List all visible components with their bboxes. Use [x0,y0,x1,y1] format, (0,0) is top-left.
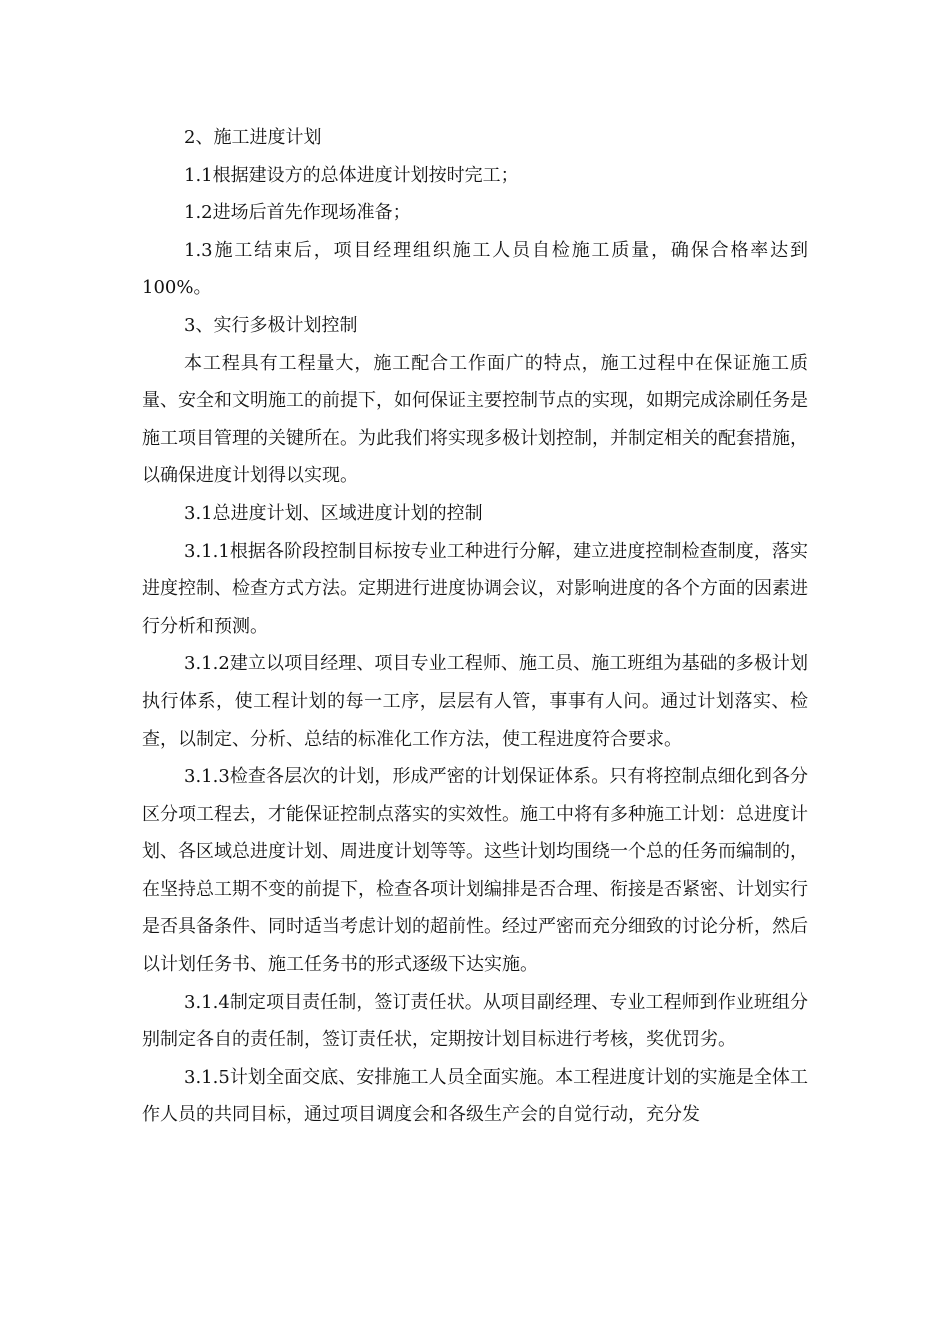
paragraph-3-1-2: 3.1.2建立以项目经理、项目专业工程师、施工员、施工班组为基础的多极计划执行体系，使工程计划的每一工序，层层有人管，事事有人问。通过计划落实、检查，以制定、分析、总结的标准化工作方法，使工程进度符合要求。 [142,653,808,750]
paragraph-project-intro: 本工程具有工程量大，施工配合工作面广的特点，施工过程中在保证施工质量、安全和文明施工的前提下，如何保证主要控制节点的实现，如期完成涂刷任务是施工项目管理的关键所在。为此我们将实现多极计划控制，并制定相关的配套措施，以确保进度计划得以实现。 [142,352,808,487]
paragraph-3-1-4: 3.1.4制定项目责任制，签订责任状。从项目副经理、专业工程师到作业班组分别制定各自的责任制，签订责任状，定期按计划目标进行考核，奖优罚劣。 [142,991,808,1051]
document-page [142,119,808,1134]
paragraph-3-1-5: 3.1.5计划全面交底、安排施工人员全面实施。本工程进度计划的实施是全体工作人员的共同目标，通过项目调度会和各级生产会的自觉行动，充分发 [142,1066,808,1126]
paragraph-3-1-3: 3.1.3检查各层次的计划，形成严密的计划保证体系。只有将控制点细化到各分区分项工程去，才能保证控制点落实的实效性。施工中将有多种施工计划：总进度计划、各区域总进度计划、周进度计划等等。这些计划均围绕一个总的任务而编制的，在坚持总工期不变的前提下，检查各项计划编排是否合理、衔接是否紧密、计划实行是否具备条件、同时适当考虑计划的超前性。经过严密而充分细致的讨论分析，然后以计划任务书、施工任务书的形式逐级下达实施。 [142,766,808,976]
paragraph-1-3: 1.3施工结束后，项目经理组织施工人员自检施工质量，确保合格率达到100%。 [142,239,808,299]
paragraph-1-1: 1.1根据建设方的总体进度计划按时完工； [184,164,519,186]
subsection-heading-3-1: 3.1总进度计划、区域进度计划的控制 [184,502,483,524]
section-heading-multilevel-control: 3、实行多极计划控制 [184,314,358,336]
section-heading-schedule-plan: 2、施工进度计划 [184,127,322,148]
paragraph-3-1-1: 3.1.1根据各阶段控制目标按专业工种进行分解，建立进度控制检查制度，落实进度控制、检查方式方法。定期进行进度协调会议，对影响进度的各个方面的因素进行分析和预测。 [142,540,808,637]
paragraph-1-2: 1.2进场后首先作现场准备； [184,202,411,224]
